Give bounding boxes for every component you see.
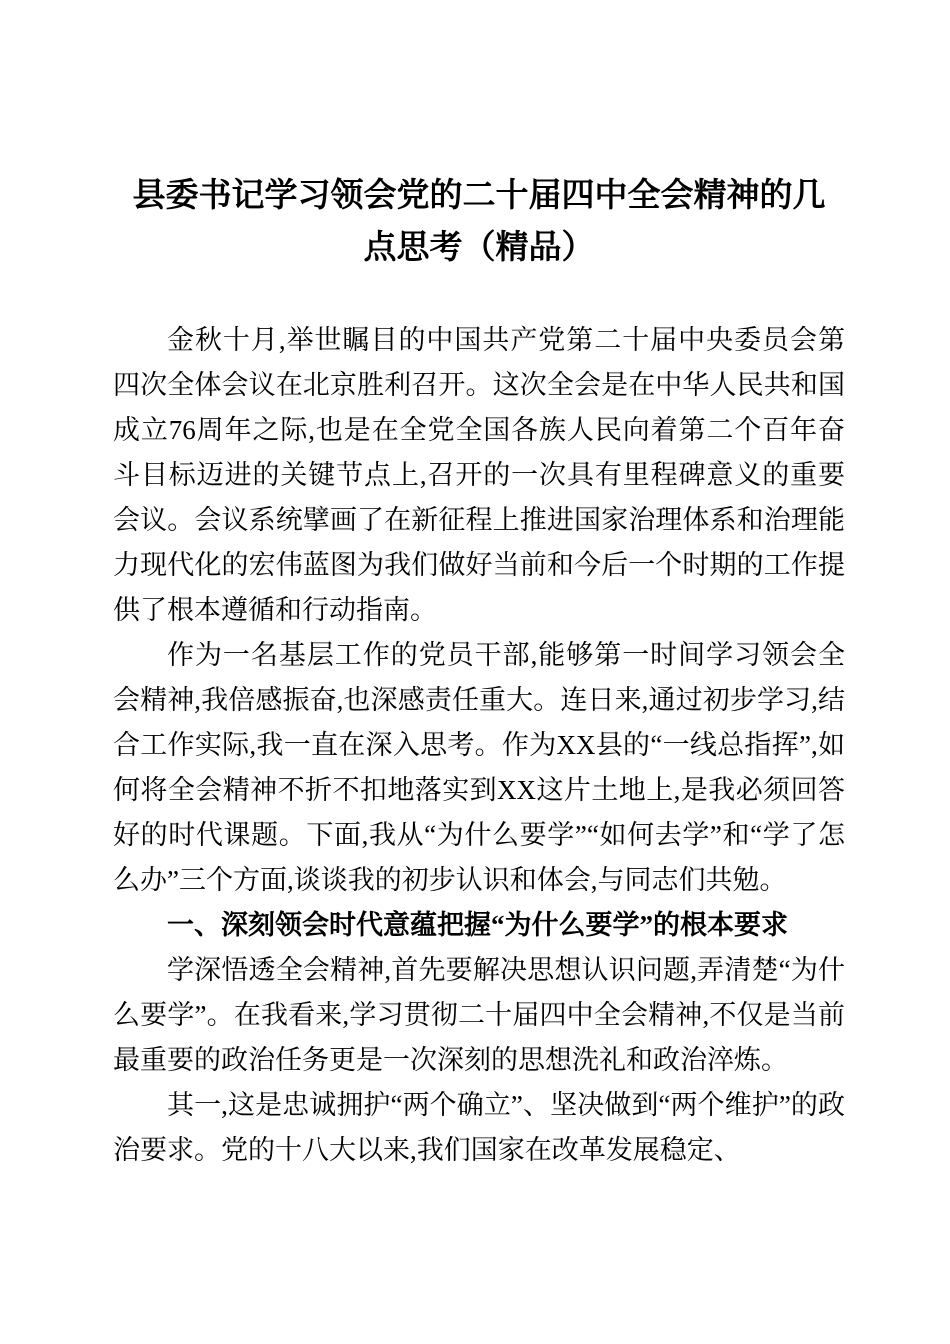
body-paragraph-2: 作为一名基层工作的党员干部,能够第一时间学习领会全会精神,我倍感振奋,也深感责任重大。连日来,通过初步学习,结合工作实际,我一直在深入思考。作为XX县的“一线总指挥”,如何将全会精神不折不扣地落实到XX这片土地上,是我必须回答好的时代课题。下面,我从“为什么要学”“如何去学”和“学了怎么办”三个方面,谈谈我的初步认识和体会,与同志们共勉。 (113, 640, 845, 895)
document-body (113, 318, 845, 1173)
section-heading-1: 一、深刻领会时代意蕴把握“为什么要学”的根本要求 (167, 910, 788, 940)
body-paragraph-3: 学深悟透全会精神,首先要解决思想认识问题,弄清楚“为什么要学”。在我看来,学习贯彻二十届四中全会精神,不仅是当前最重要的政治任务更是一次深刻的思想洗礼和政治淬炼。 (113, 955, 845, 1075)
body-paragraph-4: 其一,这是忠诚拥护“两个确立”、坚决做到“两个维护”的政治要求。党的十八大以来,我们国家在改革发展稳定、 (113, 1090, 845, 1165)
document-title: 县委书记学习领会党的二十届四中全会精神的几点思考（精品） (132, 178, 826, 266)
body-paragraph-1: 金秋十月,举世瞩目的中国共产党第二十届中央委员会第四次全体会议在北京胜利召开。这次全会是在中华人民共和国成立76周年之际,也是在全党全国各族人民向着第二个百年奋斗目标迈进的关键节点上,召开的一次具有里程碑意义的重要会议。会议系统擘画了在新征程上推进国家治理体系和治理能力现代化的宏伟蓝图为我们做好当前和今后一个时期的工作提供了根本遵循和行动指南。 (113, 325, 845, 625)
